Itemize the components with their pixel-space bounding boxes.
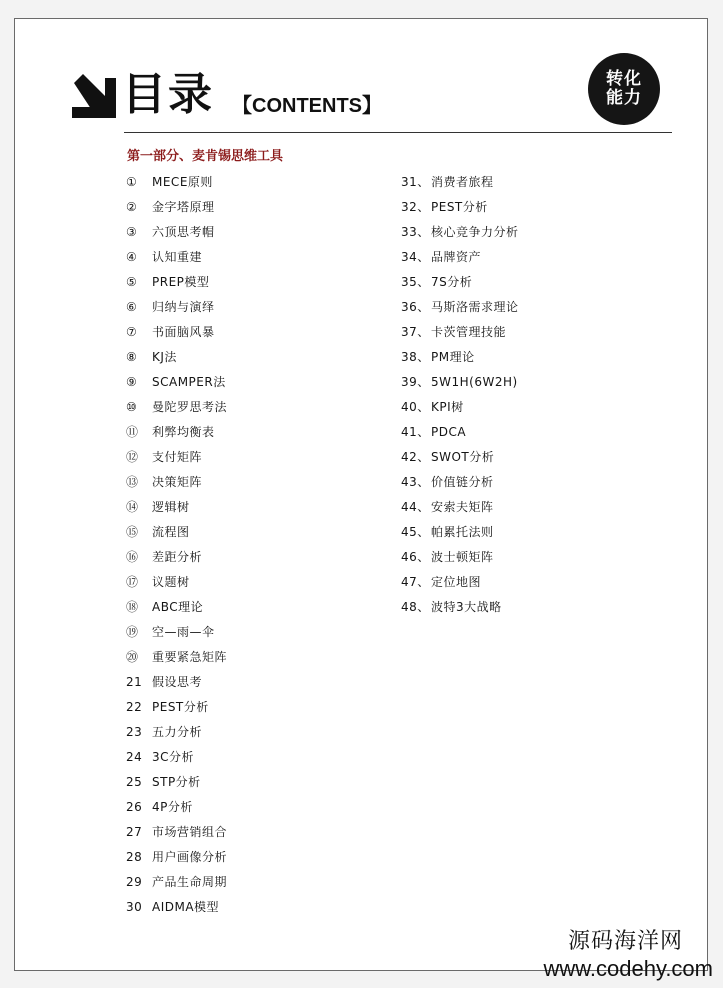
toc-item	[401, 570, 519, 595]
toc-item-label: 议题树	[152, 575, 190, 589]
toc-item-number: ⑰	[126, 575, 139, 589]
toc-item	[126, 270, 227, 295]
toc-item-number: 31、	[401, 175, 430, 189]
toc-item-number: 28	[126, 850, 143, 864]
toc-item-number: ③	[126, 225, 138, 239]
toc-item-number: ⑬	[126, 475, 139, 489]
toc-item-label: SCAMPER法	[152, 375, 226, 389]
toc-item	[401, 545, 519, 570]
toc-item-label: 核心竞争力分析	[431, 225, 519, 239]
toc-item	[126, 445, 227, 470]
toc-list-left	[126, 170, 227, 920]
toc-item-label: 五力分析	[152, 725, 203, 739]
toc-item-label: 利弊均衡表	[152, 425, 215, 439]
toc-item-label: PREP模型	[152, 275, 210, 289]
toc-item-label: 3C分析	[152, 750, 195, 764]
toc-item-number: 39、	[401, 375, 430, 389]
toc-item	[126, 595, 227, 620]
toc-item	[401, 495, 519, 520]
toc-item	[401, 195, 519, 220]
toc-item-label: 波特3大战略	[431, 600, 502, 614]
toc-item-number: ⑲	[126, 625, 139, 639]
toc-item-number: ⑥	[126, 300, 138, 314]
toc-item	[401, 470, 519, 495]
toc-item-number: ⑦	[126, 325, 138, 339]
toc-item	[401, 170, 519, 195]
toc-item-number: 42、	[401, 450, 430, 464]
brand-logo	[588, 53, 660, 125]
toc-item-number: 46、	[401, 550, 430, 564]
arrow-down-right-icon	[72, 74, 116, 118]
toc-item-number: 23	[126, 725, 143, 739]
toc-item	[126, 745, 227, 770]
toc-item	[126, 570, 227, 595]
toc-item-number: 45、	[401, 525, 430, 539]
toc-item-number: ⑨	[126, 375, 138, 389]
toc-item-label: 归纳与演绎	[152, 300, 215, 314]
toc-item	[126, 545, 227, 570]
toc-item	[401, 220, 519, 245]
toc-item-label: PEST分析	[431, 200, 488, 214]
toc-item-number: 35、	[401, 275, 430, 289]
toc-item	[126, 420, 227, 445]
toc-item-number: 22	[126, 700, 143, 714]
toc-item-label: PEST分析	[152, 700, 209, 714]
toc-item-number: 26	[126, 800, 143, 814]
toc-item-label: KJ法	[152, 350, 177, 364]
toc-item-label: 卡茨管理技能	[431, 325, 507, 339]
toc-item	[401, 295, 519, 320]
toc-item-label: 曼陀罗思考法	[152, 400, 228, 414]
toc-item-number: ⑫	[126, 450, 139, 464]
toc-item-label: 马斯洛需求理论	[431, 300, 519, 314]
toc-item-label: 定位地图	[431, 575, 482, 589]
toc-item	[126, 670, 227, 695]
toc-item-label: 价值链分析	[431, 475, 494, 489]
toc-item-label: MECE原则	[152, 175, 213, 189]
toc-item	[126, 520, 227, 545]
toc-item-label: 差距分析	[152, 550, 203, 564]
page-subtitle: 【CONTENTS】	[232, 95, 382, 117]
toc-item	[126, 820, 227, 845]
toc-item-number: 48、	[401, 600, 430, 614]
toc-item-label: 4P分析	[152, 800, 193, 814]
toc-item-number: 43、	[401, 475, 430, 489]
toc-item-number: 47、	[401, 575, 430, 589]
toc-item-label: 假设思考	[152, 675, 203, 689]
toc-item	[401, 345, 519, 370]
toc-item-label: 重要紧急矩阵	[152, 650, 228, 664]
toc-item-number: 30	[126, 900, 143, 914]
page-title: 目录	[122, 69, 214, 120]
toc-item-number: 40、	[401, 400, 430, 414]
toc-item	[126, 470, 227, 495]
toc-item-label: 用户画像分析	[152, 850, 228, 864]
toc-item	[401, 420, 519, 445]
toc-item-label: 安索夫矩阵	[431, 500, 494, 514]
toc-item-label: ABC理论	[152, 600, 204, 614]
toc-item-number: ⑤	[126, 275, 138, 289]
toc-item-label: 书面脑风暴	[152, 325, 215, 339]
toc-item-label: 消费者旅程	[431, 175, 494, 189]
toc-item-number: ⑳	[126, 650, 139, 664]
toc-item	[401, 520, 519, 545]
toc-item-label: PM理论	[431, 350, 475, 364]
toc-item	[126, 245, 227, 270]
toc-item	[126, 795, 227, 820]
toc-item	[126, 770, 227, 795]
section-title: 第一部分、麦肯锡思维工具	[127, 149, 284, 164]
toc-item-number: ⑧	[126, 350, 138, 364]
toc-item-label: SWOT分析	[431, 450, 495, 464]
toc-item-label: 决策矩阵	[152, 475, 203, 489]
document-page	[14, 18, 708, 971]
toc-item-number: 44、	[401, 500, 430, 514]
toc-item	[126, 295, 227, 320]
toc-item-label: 金字塔原理	[152, 200, 215, 214]
toc-item-label: 5W1H(6W2H)	[431, 375, 518, 389]
toc-item-label: 帕累托法则	[431, 525, 494, 539]
toc-item-label: 波士顿矩阵	[431, 550, 494, 564]
toc-item	[126, 320, 227, 345]
toc-item	[401, 370, 519, 395]
toc-item-number: 21	[126, 675, 143, 689]
toc-item-label: 六顶思考帽	[152, 225, 215, 239]
toc-item	[126, 345, 227, 370]
toc-item	[126, 495, 227, 520]
toc-item-label: 支付矩阵	[152, 450, 203, 464]
toc-item-label: 产品生命周期	[152, 875, 228, 889]
toc-item-label: STP分析	[152, 775, 201, 789]
toc-item	[126, 620, 227, 645]
toc-item-label: KPI树	[431, 400, 464, 414]
toc-list-right	[401, 170, 519, 620]
toc-item-number: 24	[126, 750, 143, 764]
toc-item-number: ⑪	[126, 425, 139, 439]
toc-item-number: 29	[126, 875, 143, 889]
toc-item	[126, 870, 227, 895]
toc-item-number: 34、	[401, 250, 430, 264]
toc-item-number: 38、	[401, 350, 430, 364]
toc-item-label: 空—雨—伞	[152, 625, 215, 639]
toc-item	[126, 720, 227, 745]
toc-item	[401, 445, 519, 470]
watermark	[543, 928, 713, 982]
toc-item	[401, 320, 519, 345]
toc-item-label: 流程图	[152, 525, 190, 539]
toc-item-label: PDCA	[431, 425, 467, 439]
toc-item	[126, 195, 227, 220]
toc-item-number: ⑱	[126, 600, 139, 614]
toc-item-label: 市场营销组合	[152, 825, 228, 839]
toc-item-number: ④	[126, 250, 138, 264]
toc-item-label: AIDMA模型	[152, 900, 220, 914]
logo-text-line2: 能力	[606, 88, 642, 108]
toc-item-number: ⑩	[126, 400, 138, 414]
toc-item	[126, 170, 227, 195]
watermark-site-name: 源码海洋网	[567, 929, 683, 954]
toc-item-number: 41、	[401, 425, 430, 439]
toc-item-label: 认知重建	[152, 250, 203, 264]
toc-item-number: ①	[126, 175, 138, 189]
toc-item-number: ⑯	[126, 550, 139, 564]
toc-item	[401, 270, 519, 295]
watermark-url: www.codehy.com	[543, 956, 713, 981]
toc-item-number: 32、	[401, 200, 430, 214]
toc-item	[401, 395, 519, 420]
toc-item	[126, 370, 227, 395]
toc-item	[401, 595, 519, 620]
toc-item-number: 25	[126, 775, 143, 789]
toc-item	[126, 895, 227, 920]
toc-item-number: 27	[126, 825, 143, 839]
toc-item-number: 33、	[401, 225, 430, 239]
toc-item-number: ⑭	[126, 500, 139, 514]
toc-item-label: 逻辑树	[152, 500, 190, 514]
logo-text-line1: 转化	[606, 69, 642, 89]
toc-item-number: 37、	[401, 325, 430, 339]
toc-item-number: 36、	[401, 300, 430, 314]
toc-item-label: 7S分析	[431, 275, 473, 289]
toc-item	[126, 220, 227, 245]
toc-item	[126, 645, 227, 670]
toc-item	[401, 245, 519, 270]
toc-item	[126, 845, 227, 870]
toc-item-label: 品牌资产	[431, 250, 482, 264]
toc-item	[126, 695, 227, 720]
toc-item	[126, 395, 227, 420]
toc-item-number: ⑮	[126, 525, 139, 539]
toc-item-number: ②	[126, 200, 138, 214]
header-divider	[124, 132, 672, 133]
